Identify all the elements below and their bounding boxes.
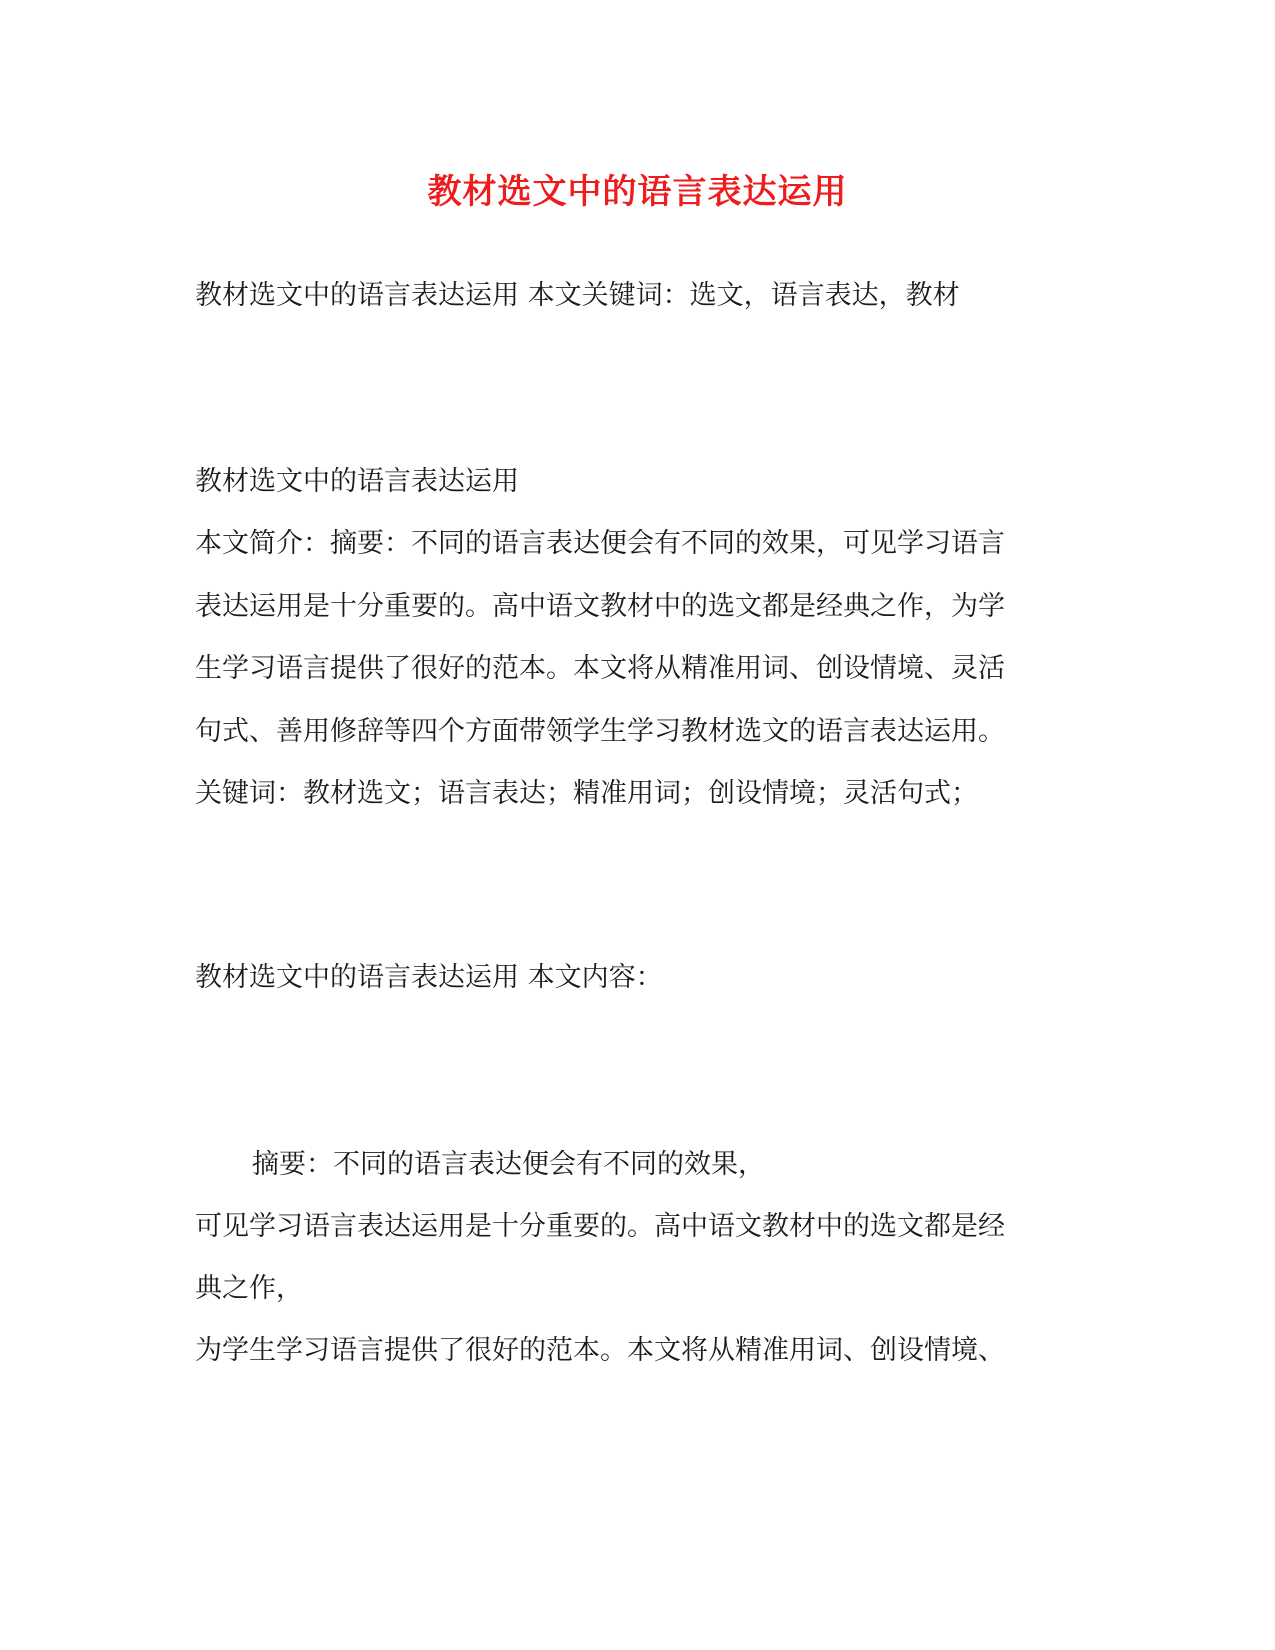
body-line: 为学生学习语言提供了很好的范本。本文将从精准用词、创设情境、 xyxy=(195,1335,1005,1366)
section-heading: 教材选文中的语言表达运用 xyxy=(195,466,519,497)
content-heading: 教材选文中的语言表达运用 本文内容： xyxy=(195,962,663,993)
keywords-list-line: 关键词：教材选文；语言表达；精准用词；创设情境；灵活句式； xyxy=(195,778,978,809)
body-line: 摘要：不同的语言表达便会有不同的效果， xyxy=(252,1149,765,1180)
summary-line: 表达运用是十分重要的。高中语文教材中的选文都是经典之作，为学 xyxy=(195,591,1005,622)
body-line: 典之作， xyxy=(195,1273,303,1304)
document-title: 教材选文中的语言表达运用 xyxy=(427,172,848,212)
summary-line: 本文简介：摘要：不同的语言表达便会有不同的效果，可见学习语言 xyxy=(195,528,1005,559)
body-line: 可见学习语言表达运用是十分重要的。高中语文教材中的选文都是经 xyxy=(195,1211,1005,1242)
keywords-line: 教材选文中的语言表达运用 本文关键词：选文，语言表达，教材 xyxy=(195,280,960,311)
summary-line: 生学习语言提供了很好的范本。本文将从精准用词、创设情境、灵活 xyxy=(195,653,1005,684)
summary-line: 句式、善用修辞等四个方面带领学生学习教材选文的语言表达运用。 xyxy=(195,716,1005,747)
